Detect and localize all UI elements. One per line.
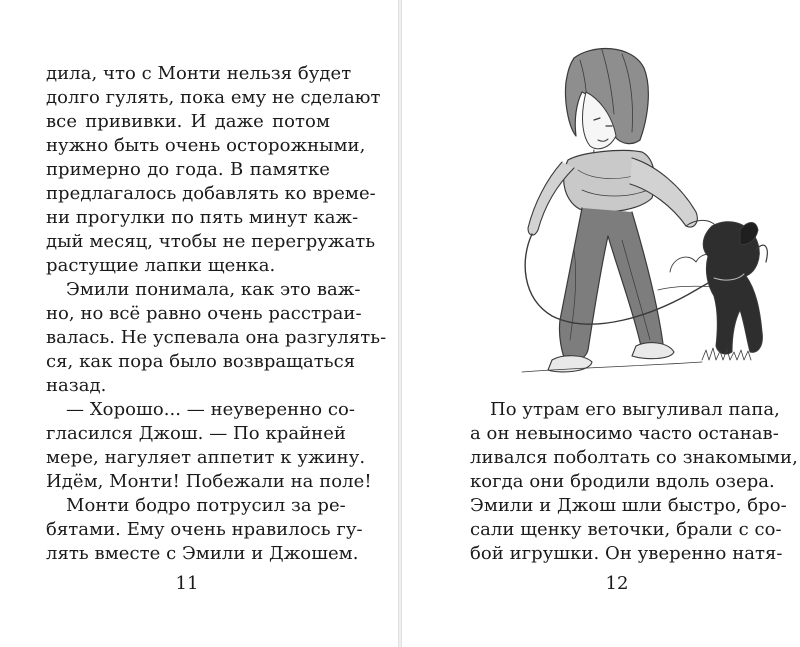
text-line: но, но всё равно очень расстраи- bbox=[46, 303, 362, 324]
right-page bbox=[402, 0, 800, 647]
text-line: сали щенку веточки, брали с со- bbox=[470, 519, 782, 540]
text-line: все прививки. И даже потом bbox=[46, 111, 330, 132]
page-number: 12 bbox=[605, 573, 629, 594]
text-line: валась. Не успевала она разгулять- bbox=[46, 327, 387, 348]
text-line: ливался поболтать со знакомыми, bbox=[470, 447, 798, 468]
text-line: дый месяц, чтобы не перегружать bbox=[46, 231, 376, 252]
text-line: ни прогулки по пять минут каж- bbox=[46, 207, 359, 228]
text-line: лять вместе с Эмили и Джошем. bbox=[46, 543, 359, 564]
text-line: Идём, Монти! Побежали на поле! bbox=[46, 471, 372, 492]
text-line: предлагалось добавлять ко време- bbox=[46, 183, 376, 204]
text-line: дила, что с Монти нельзя будет bbox=[46, 63, 352, 84]
text-line: бой игрушки. Он уверенно натя- bbox=[470, 543, 783, 564]
text-line: нужно быть очень осторожными, bbox=[46, 135, 366, 156]
text-line: По утрам его выгуливал папа, bbox=[490, 399, 780, 420]
girl-walking-puppy-illustration bbox=[482, 40, 772, 380]
text-line: долго гулять, пока ему не сделают bbox=[46, 87, 381, 108]
left-page bbox=[0, 0, 398, 647]
text-line: мере, нагуляет аппетит к ужину. bbox=[46, 447, 366, 468]
text-line: гласился Джош. — По крайней bbox=[46, 423, 346, 444]
text-line: назад. bbox=[46, 375, 107, 396]
text-line: примерно до года. В памятке bbox=[46, 159, 330, 180]
text-line: когда они бродили вдоль озера. bbox=[470, 471, 775, 492]
text-line: — Хорошо... — неуверенно со- bbox=[66, 399, 356, 420]
text-line: ся, как пора было возвращаться bbox=[46, 351, 356, 372]
text-line: а он невыносимо часто останав- bbox=[470, 423, 779, 444]
text-line: Эмили понимала, как это важ- bbox=[66, 279, 361, 300]
text-line: Монти бодро потрусил за ре- bbox=[66, 495, 346, 516]
text-line: Эмили и Джош шли быстро, бро- bbox=[470, 495, 787, 516]
page-number: 11 bbox=[175, 573, 199, 594]
text-line: бятами. Ему очень нравилось гу- bbox=[46, 519, 363, 540]
text-line: растущие лапки щенка. bbox=[46, 255, 276, 276]
